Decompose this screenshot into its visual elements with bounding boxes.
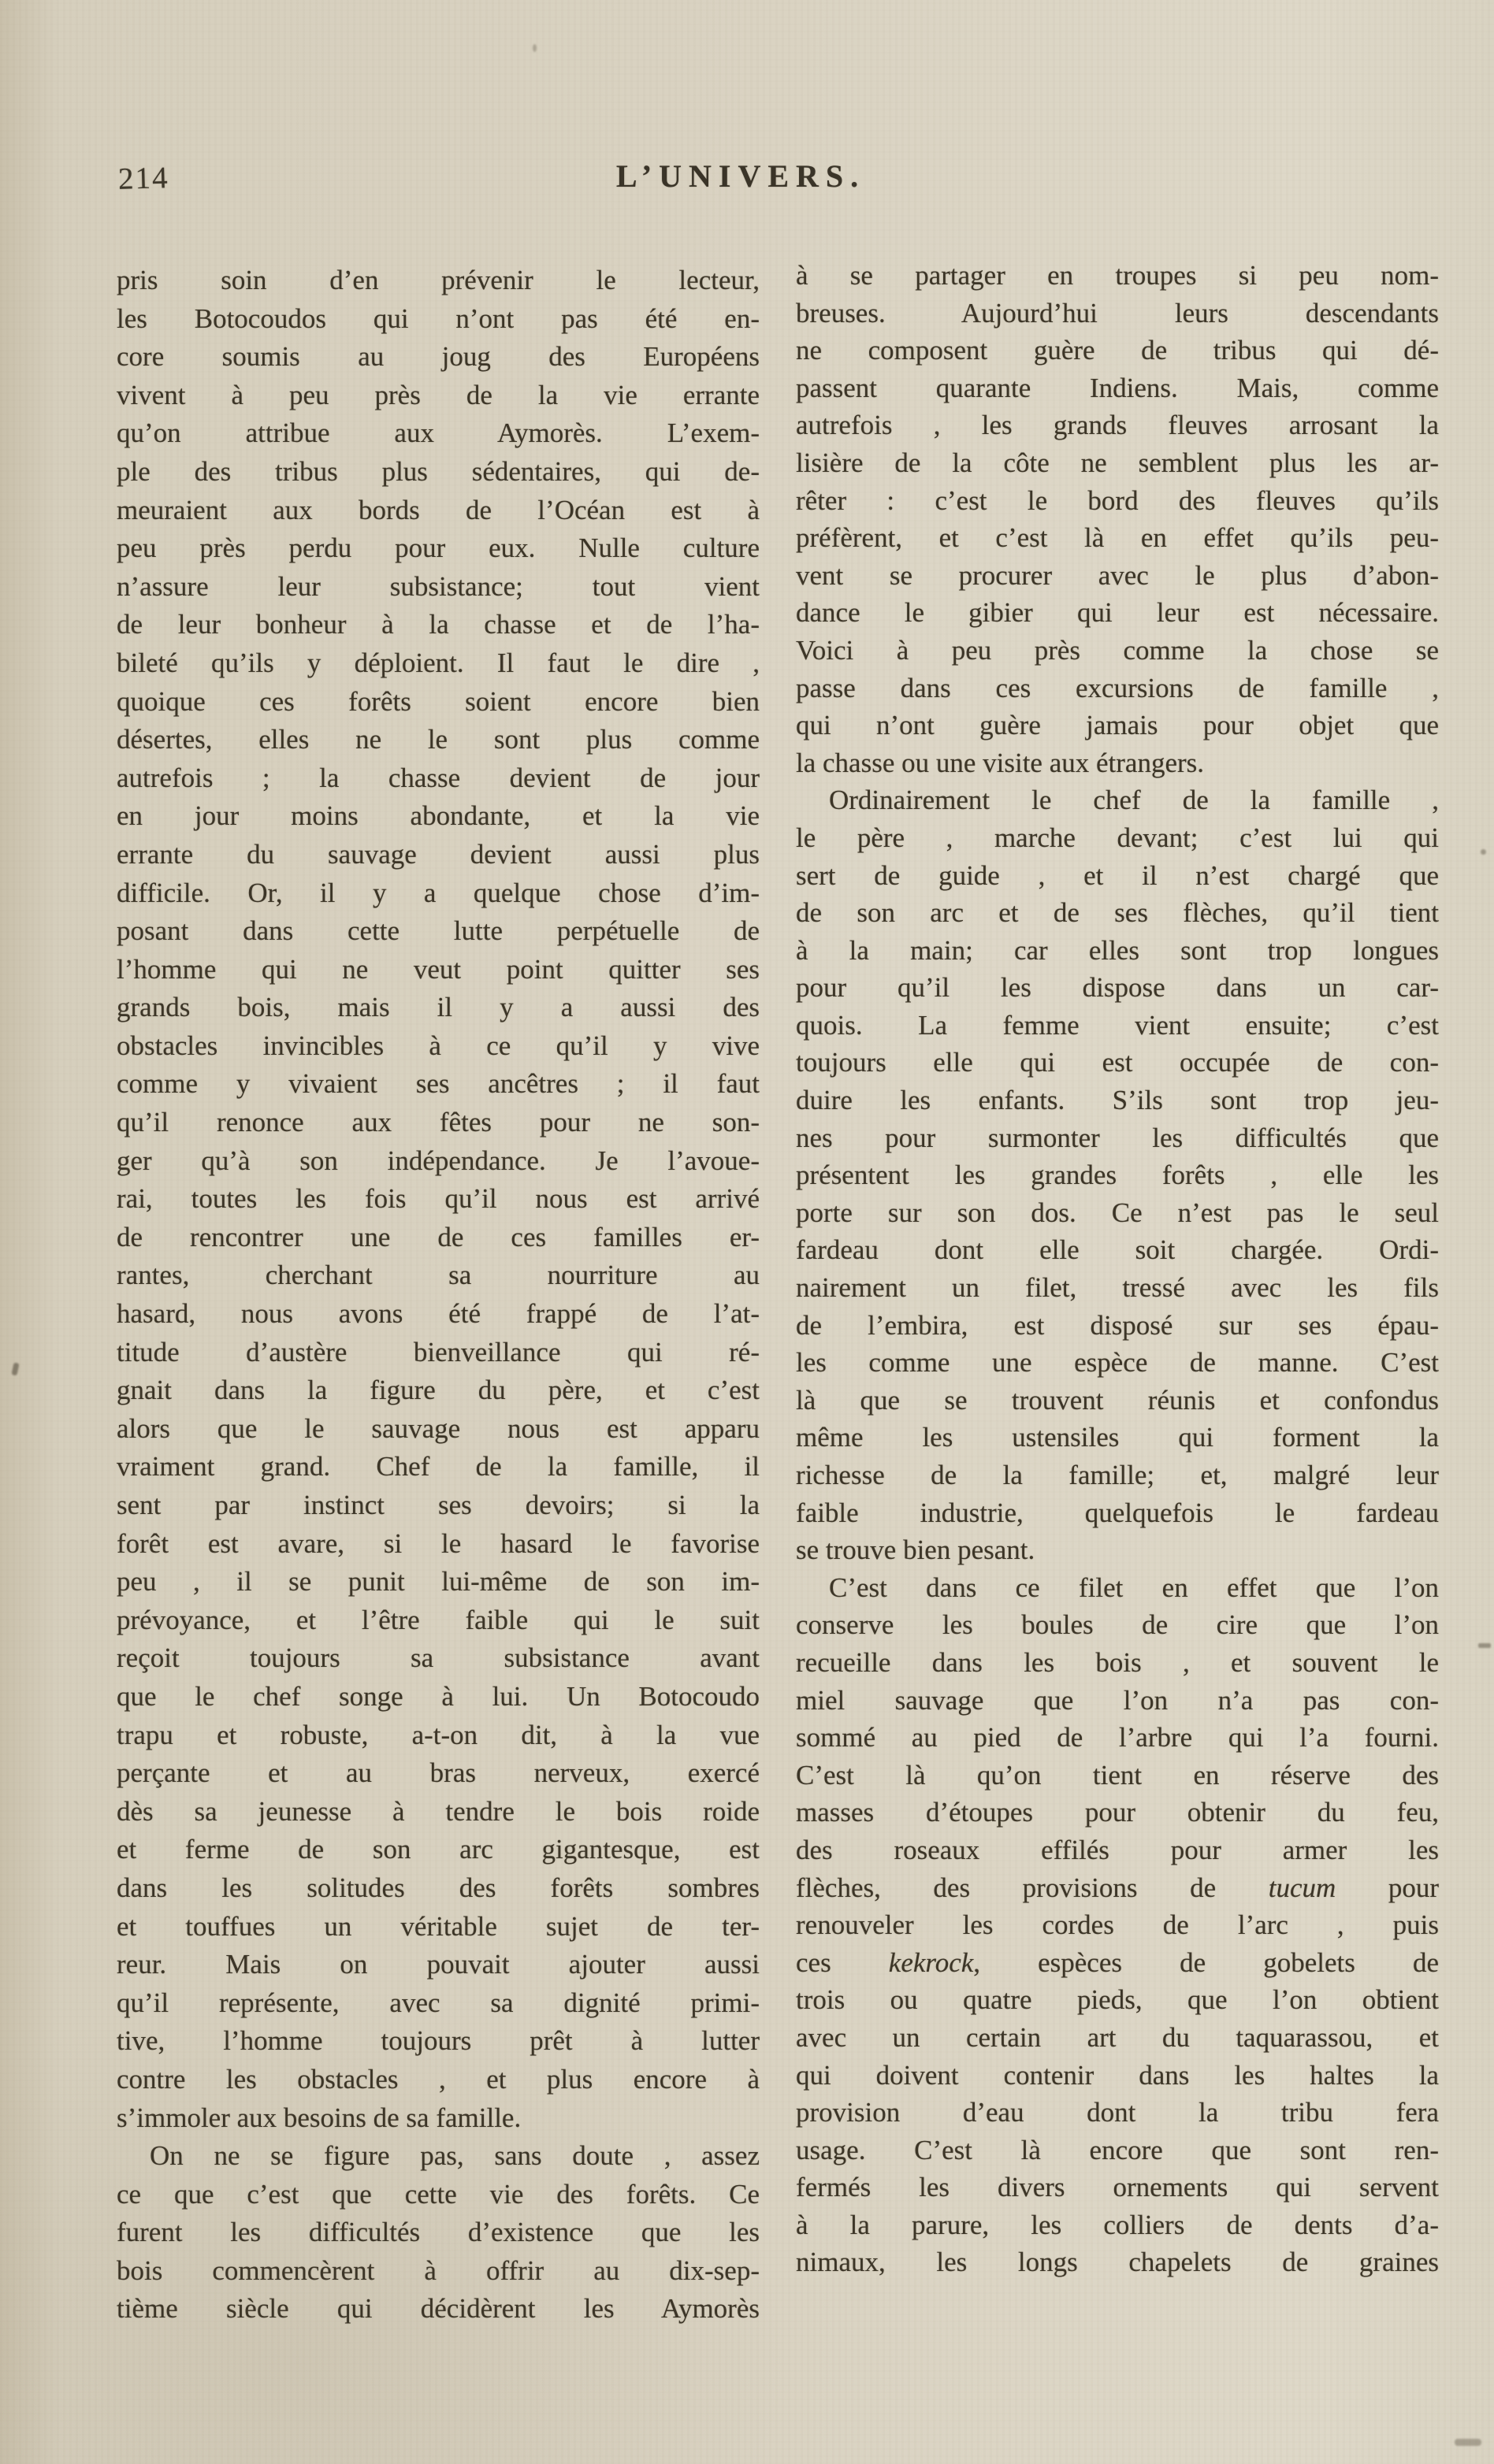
text-line: fardeau dont elle soit chargée. Ordi- bbox=[796, 1234, 1439, 1266]
text-line: obstacles invincibles à ce qu’il y vive bbox=[117, 1030, 760, 1061]
text-line: miel sauvage que l’on n’a pas con- bbox=[796, 1684, 1439, 1716]
text-line: sert de guide , et il n’est chargé que bbox=[796, 859, 1439, 891]
text-line: nairement un filet, tressé avec les fils bbox=[796, 1272, 1439, 1304]
text-line: posant dans cette lutte perpétuelle de bbox=[117, 915, 760, 947]
text-line: C’est là qu’on tient en réserve des bbox=[796, 1759, 1439, 1790]
text-line: tive, l’homme toujours prêt à lutter bbox=[117, 2025, 760, 2057]
text-line: rai, toutes les fois qu’il nous est arrivé bbox=[117, 1183, 760, 1215]
text-line: qu’il représente, avec sa dignité primi- bbox=[117, 1987, 760, 2018]
text-line: à se partager en troupes si peu nom- bbox=[796, 260, 1439, 291]
text-line: qu’il renonce aux fêtes pour ne son- bbox=[117, 1107, 760, 1138]
text-line: tième siècle qui décidèrent les Aymorès bbox=[117, 2293, 760, 2325]
text-line: recueille dans les bois , et souvent le bbox=[796, 1646, 1439, 1678]
text-line: de son arc et de ses flèches, qu’il tient bbox=[796, 897, 1439, 929]
text-line: nimaux, les longs chapelets de graines bbox=[796, 2247, 1439, 2278]
text-line: en jour moins abondante, et la vie bbox=[117, 800, 760, 832]
text-line: les comme une espèce de manne. C’est bbox=[796, 1347, 1439, 1379]
text-line: ne composent guère de tribus qui dé- bbox=[796, 335, 1439, 366]
text-line: n’assure leur subsistance; tout vient bbox=[117, 570, 760, 602]
text-line: hasard, nous avons été frappé de l’at- bbox=[117, 1298, 760, 1330]
text-line: comme y vivaient ses ancêtres ; il faut bbox=[117, 1068, 760, 1100]
text-column-right bbox=[796, 257, 1439, 2281]
text-line: dans les solitudes des forêts sombres bbox=[117, 1872, 760, 1903]
text-line: provision d’eau dont la tribu fera bbox=[796, 2097, 1439, 2128]
text-line: flèches, des provisions de tucum pour bbox=[796, 1872, 1440, 1903]
text-line: quoique ces forêts soient encore bien bbox=[117, 685, 760, 717]
text-line: le père , marche devant; c’est lui qui bbox=[796, 822, 1439, 853]
text-line: forêt est avare, si le hasard le favorise bbox=[117, 1527, 760, 1559]
text-line: bois commencèrent à offrir au dix-sep- bbox=[117, 2254, 760, 2286]
text-line: préfèrent, et c’est là en effet qu’ils peu- bbox=[796, 522, 1439, 554]
text-line: ce que c’est que cette vie des forêts. Ce bbox=[117, 2178, 760, 2210]
text-line: reur. Mais on pouvait ajouter aussi bbox=[117, 1949, 760, 1980]
text-line: présentent les grandes forêts , elle les bbox=[796, 1160, 1439, 1191]
text-line: peu près perdu pour eux. Nulle culture bbox=[117, 533, 760, 564]
text-line: les Botocoudos qui n’ont pas été en- bbox=[117, 302, 760, 334]
text-line: ces kekrock, espèces de gobelets de bbox=[796, 1946, 1439, 1978]
text-line: alors que le sauvage nous est apparu bbox=[117, 1412, 760, 1444]
text-line: furent les difficultés d’existence que les bbox=[117, 2217, 760, 2248]
text-line: vent se procurer avec le plus d’abon- bbox=[796, 559, 1439, 591]
text-line: et touffues un véritable sujet de ter- bbox=[117, 1910, 760, 1942]
text-line: rantes, cherchant sa nourriture au bbox=[117, 1260, 760, 1291]
text-line: contre les obstacles , et plus encore à bbox=[117, 2063, 760, 2095]
scan-artifact bbox=[11, 1362, 19, 1375]
text-line: On ne se figure pas, sans doute , assez bbox=[150, 2140, 760, 2172]
text-line: dance le gibier qui leur est nécessaire. bbox=[796, 597, 1439, 629]
text-line: trapu et robuste, a-t-on dit, à la vue bbox=[117, 1719, 760, 1750]
text-line: même les ustensiles qui forment la bbox=[796, 1422, 1439, 1453]
text-line: titude d’austère bienveillance qui ré- bbox=[117, 1336, 760, 1367]
text-line: qu’on attribue aux Aymorès. L’exem- bbox=[117, 417, 760, 449]
text-line: quois. La femme vient ensuite; c’est bbox=[796, 1009, 1439, 1041]
text-line: à la main; car elles sont trop longues bbox=[796, 934, 1439, 966]
running-title: L’UNIVERS. bbox=[615, 158, 866, 194]
text-line: ple des tribus plus sédentaires, qui de- bbox=[117, 455, 760, 487]
text-line: que le chef songe à lui. Un Botocoudo bbox=[117, 1680, 760, 1712]
text-line: conserve les boules de cire que l’on bbox=[796, 1609, 1439, 1641]
text-line: errante du sauvage devient aussi plus bbox=[117, 838, 760, 870]
text-line: de l’embira, est disposé sur ses épau- bbox=[796, 1309, 1439, 1341]
text-line: bileté qu’ils y déploient. Il faut le dire , bbox=[117, 647, 760, 678]
text-line: lisière de la côte ne semblent plus les ar- bbox=[796, 447, 1439, 478]
text-line: prévoyance, et l’être faible qui le suit bbox=[117, 1604, 760, 1635]
text-line: pris soin d’en prévenir le lecteur, bbox=[117, 265, 760, 295]
text-line: l’homme qui ne veut point quitter ses bbox=[117, 953, 760, 985]
text-line: difficile. Or, il y a quelque chose d’im- bbox=[117, 877, 760, 908]
text-line: avec un certain art du taquarassou, et bbox=[796, 2021, 1439, 2053]
text-line: reçoit toujours sa subsistance avant bbox=[117, 1642, 760, 1674]
text-line: se trouve bien pesant. bbox=[796, 1534, 1035, 1566]
text-line: vivent à peu près de la vie errante bbox=[117, 379, 760, 410]
page-number: 214 bbox=[117, 161, 170, 196]
text-line: meuraient aux bords de l’Océan est à bbox=[117, 494, 760, 525]
text-line: Ordinairement le chef de la famille , bbox=[829, 785, 1439, 816]
text-line: nes pour surmonter les difficultés que bbox=[796, 1122, 1439, 1153]
text-line: de rencontrer une de ces familles er- bbox=[117, 1221, 760, 1252]
text-line: autrefois , les grands fleuves arrosant la bbox=[796, 410, 1439, 441]
text-line: à la parure, les colliers de dents d’a- bbox=[796, 2209, 1439, 2240]
text-line: la chasse ou une visite aux étrangers. bbox=[796, 747, 1205, 778]
text-line: autrefois ; la chasse devient de jour bbox=[117, 762, 760, 793]
text-line: et ferme de son arc gigantesque, est bbox=[117, 1834, 760, 1865]
scan-artifact bbox=[1481, 849, 1486, 855]
scan-artifact bbox=[1478, 1643, 1491, 1648]
text-line: peu , il se punit lui-même de son im- bbox=[117, 1566, 760, 1598]
text-line: Voici à peu près comme la chose se bbox=[796, 634, 1439, 666]
text-line: faible industrie, quelquefois le fardeau bbox=[796, 1497, 1439, 1528]
text-line: ger qu’à son indépendance. Je l’avoue- bbox=[117, 1145, 760, 1176]
text-line: passent quarante Indiens. Mais, comme bbox=[796, 372, 1439, 403]
scan-artifact bbox=[533, 44, 537, 52]
text-line: gnait dans la figure du père, et c’est bbox=[117, 1375, 760, 1406]
text-line: core soumis au joug des Européens bbox=[117, 341, 760, 373]
text-line: s’immoler aux besoins de sa famille. bbox=[117, 2102, 522, 2133]
text-line: renouveler les cordes de l’arc , puis bbox=[796, 1909, 1439, 1941]
text-line: pour qu’il les dispose dans un car- bbox=[796, 972, 1439, 1004]
text-line: de leur bonheur à la chasse et de l’ha- bbox=[117, 609, 760, 640]
text-line: toujours elle qui est occupée de con- bbox=[796, 1047, 1439, 1078]
text-line: duire les enfants. S’ils sont trop jeu- bbox=[796, 1085, 1439, 1116]
text-line: rêter : c’est le bord des fleuves qu’ils bbox=[796, 484, 1439, 516]
text-line: richesse de la famille; et, malgré leur bbox=[796, 1460, 1439, 1490]
text-line: sent par instinct ses devoirs; si la bbox=[117, 1490, 760, 1520]
text-line: sommé au pied de l’arbre qui l’a fourni. bbox=[796, 1722, 1439, 1753]
text-line: désertes, elles ne le sont plus comme bbox=[117, 724, 760, 755]
scan-artifact bbox=[1455, 2439, 1481, 2446]
text-line: porte sur son dos. Ce n’est pas le seul bbox=[796, 1197, 1439, 1228]
text-line: vraiment grand. Chef de la famille, il bbox=[117, 1451, 760, 1482]
text-line: trois ou quatre pieds, que l’on obtient bbox=[796, 1984, 1439, 2016]
text-line: grands bois, mais il y a aussi des bbox=[117, 992, 760, 1023]
text-line: là que se trouvent réunis et confondus bbox=[796, 1384, 1439, 1416]
text-line: masses d’étoupes pour obtenir du feu, bbox=[796, 1797, 1439, 1828]
text-line: qui n’ont guère jamais pour objet que bbox=[796, 710, 1439, 741]
text-line: dès sa jeunesse à tendre le bois roide bbox=[117, 1795, 760, 1827]
text-line: C’est dans ce filet en effet que l’on bbox=[829, 1572, 1439, 1603]
text-line: usage. C’est là encore que sont ren- bbox=[796, 2134, 1439, 2165]
text-line: qui doivent contenir dans les haltes la bbox=[796, 2059, 1439, 2091]
text-line: fermés les divers ornements qui servent bbox=[796, 2172, 1439, 2203]
text-line: perçante et au bras nerveux, exercé bbox=[117, 1757, 760, 1789]
text-line: passe dans ces excursions de famille , bbox=[796, 672, 1439, 703]
text-line: des roseaux effilés pour armer les bbox=[796, 1834, 1439, 1865]
text-column-left bbox=[117, 262, 760, 2329]
running-head bbox=[0, 0, 1494, 236]
text-line: breuses. Aujourd’hui leurs descendants bbox=[796, 297, 1439, 328]
